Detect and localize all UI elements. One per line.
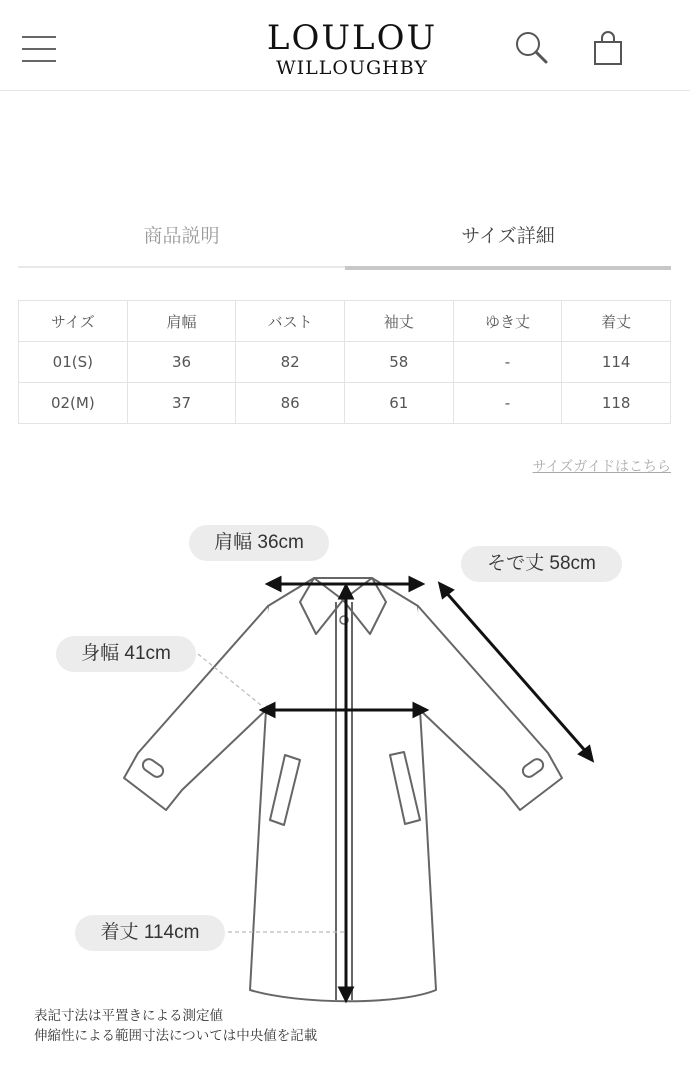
body-width-label: 身幅 41cm <box>56 636 196 672</box>
table-cell: 114 <box>562 342 671 383</box>
search-icon[interactable] <box>514 30 550 66</box>
brand-logo-bottom: WILLOUGHBY <box>276 57 428 79</box>
table-cell: 01(S) <box>19 342 128 383</box>
sleeve-length-label: そで丈 58cm <box>461 546 622 582</box>
tab-product-description[interactable]: 商品説明 <box>18 206 345 268</box>
table-cell: - <box>453 342 562 383</box>
table-row <box>19 342 671 383</box>
product-tabs <box>18 206 671 270</box>
table-cell: 58 <box>344 342 453 383</box>
coat-measurement-diagram <box>0 510 690 1010</box>
table-cell: 37 <box>127 383 236 424</box>
brand-logo-top: LOULOU <box>266 18 438 58</box>
table-header-cell: ゆき丈 <box>453 301 562 342</box>
table-cell: 86 <box>236 383 345 424</box>
total-length-label: 着丈 114cm <box>75 915 225 951</box>
note-line: 表記寸法は平置きによる測定値 <box>34 1008 223 1024</box>
table-header-cell: 袖丈 <box>344 301 453 342</box>
site-header <box>0 0 690 91</box>
table-cell: 36 <box>127 342 236 383</box>
table-cell: - <box>453 383 562 424</box>
table-header-cell: サイズ <box>19 301 128 342</box>
table-header-cell: 着丈 <box>562 301 671 342</box>
measurement-notes <box>34 1006 317 1046</box>
table-row <box>19 383 671 424</box>
shoulder-width-label: 肩幅 36cm <box>189 525 329 561</box>
menu-icon[interactable] <box>22 34 58 66</box>
table-cell: 118 <box>562 383 671 424</box>
size-table <box>18 300 671 424</box>
table-header-cell: バスト <box>236 301 345 342</box>
table-cell: 02(M) <box>19 383 128 424</box>
table-cell: 61 <box>344 383 453 424</box>
shopping-bag-icon[interactable] <box>592 30 624 68</box>
note-line: 伸縮性による範囲寸法については中央値を記載 <box>34 1028 318 1044</box>
tab-size-details[interactable]: サイズ詳細 <box>345 206 671 270</box>
table-header-row <box>19 301 671 342</box>
size-guide-link[interactable]: サイズガイドはこちら <box>532 459 671 475</box>
table-cell: 82 <box>236 342 345 383</box>
brand-logo[interactable] <box>200 20 504 78</box>
table-header-cell: 肩幅 <box>127 301 236 342</box>
